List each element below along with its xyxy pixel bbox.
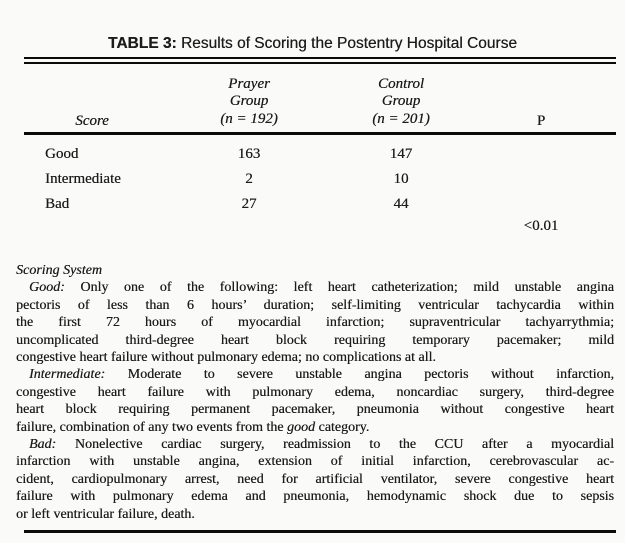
scoring-text: pectoris of less than 6 hours’ duration; self-limiting ventricular tachycardia within <box>16 297 614 313</box>
scoring-line <box>16 453 614 470</box>
control-value: 147 <box>389 146 413 162</box>
scoring-text: Nonelective cardiac surgery, readmission to the CCU after a myocardial <box>56 437 614 453</box>
scoring-text: congestive heart failure with pulmonary edema, noncardiac surgery, third-degree <box>16 384 614 400</box>
column-header-p: P <box>536 113 546 129</box>
scoring-paragraphs <box>16 279 614 523</box>
column-header-prayer-group <box>189 76 309 128</box>
scoring-text: Only one of the following: left heart catheterization; mild unstable angina <box>64 280 614 296</box>
scoring-line <box>16 314 614 331</box>
prayer-value: 163 <box>237 146 261 162</box>
top-double-rule-upper <box>24 57 616 59</box>
scoring-text: category. <box>314 419 370 435</box>
scoring-system-heading-text: Scoring System <box>16 263 102 278</box>
column-header-line: Prayer <box>228 76 270 92</box>
prayer-value: 27 <box>241 196 257 212</box>
scoring-text: uncomplicated third-degree heart block requiring temporary pacemaker; mild <box>16 332 614 348</box>
column-header-line: (n = 192) <box>220 110 278 127</box>
table-row <box>0 171 625 189</box>
scoring-line <box>16 471 614 488</box>
row-label: Bad <box>45 196 70 212</box>
column-header-line: Group <box>229 93 269 110</box>
column-header-line: (n = 201) <box>372 110 430 127</box>
scoring-text: Moderate to severe unstable angina pectoris without infarction, <box>105 367 614 383</box>
scoring-text: cident, cardiopulmonary arrest, need for artificial ventilator, severe congestive heart <box>16 471 614 487</box>
top-double-rule-lower <box>24 62 616 64</box>
prayer-value: 2 <box>245 171 253 187</box>
column-header-score: Score <box>75 113 109 129</box>
scoring-text: infarction with unstable angina, extension of initial infarction, cerebrovascular ac- <box>16 454 614 470</box>
table-title <box>0 35 625 53</box>
scoring-term-italic: Bad: <box>29 437 57 453</box>
scoring-text: failure, combination of any two events from the <box>16 419 287 435</box>
column-header-line: Group <box>381 93 421 110</box>
scoring-line <box>16 506 614 523</box>
row-label: Good <box>45 146 79 162</box>
scoring-term-italic: good <box>286 419 315 435</box>
scoring-line <box>16 349 614 366</box>
table-number-label: TABLE 3: <box>108 35 177 52</box>
scoring-text: failure with pulmonary edema and pneumonia, hemodynamic shock due to sepsis <box>16 489 614 505</box>
scoring-line <box>16 401 614 418</box>
table-title-text: Results of Scoring the Postentry Hospital Course <box>176 35 517 52</box>
column-header-control-group <box>341 76 461 128</box>
control-value: 10 <box>393 171 409 187</box>
table-row <box>0 146 625 164</box>
scoring-system-section <box>16 262 614 523</box>
scoring-text: or left ventricular failure, death. <box>16 506 195 522</box>
scoring-line <box>16 366 614 383</box>
scoring-line <box>16 332 614 349</box>
scoring-line <box>16 436 614 453</box>
scoring-text: congestive heart failure without pulmonary edema; no complications at all. <box>16 350 436 366</box>
bottom-rule <box>24 530 616 533</box>
column-header-line: Control <box>377 76 425 92</box>
header-rule <box>24 132 616 135</box>
scoring-system-heading <box>16 262 614 279</box>
scoring-line <box>16 419 614 436</box>
scoring-line <box>16 384 614 401</box>
scoring-line <box>16 279 614 296</box>
scoring-line <box>16 297 614 314</box>
row-label: Intermediate <box>45 171 121 187</box>
scoring-term-italic: Good: <box>29 280 65 296</box>
control-value: 44 <box>393 196 409 212</box>
table-row <box>0 196 625 214</box>
scoring-line <box>16 488 614 505</box>
scoring-text: the first 72 hours of myocardial infarction; supraventricular tachyarrythmia; <box>16 315 614 331</box>
scoring-text: heart block requiring permanent pacemaker, pneumonia without congestive heart <box>16 402 614 418</box>
p-value: <0.01 <box>523 218 559 234</box>
scoring-term-italic: Intermediate: <box>29 367 106 383</box>
